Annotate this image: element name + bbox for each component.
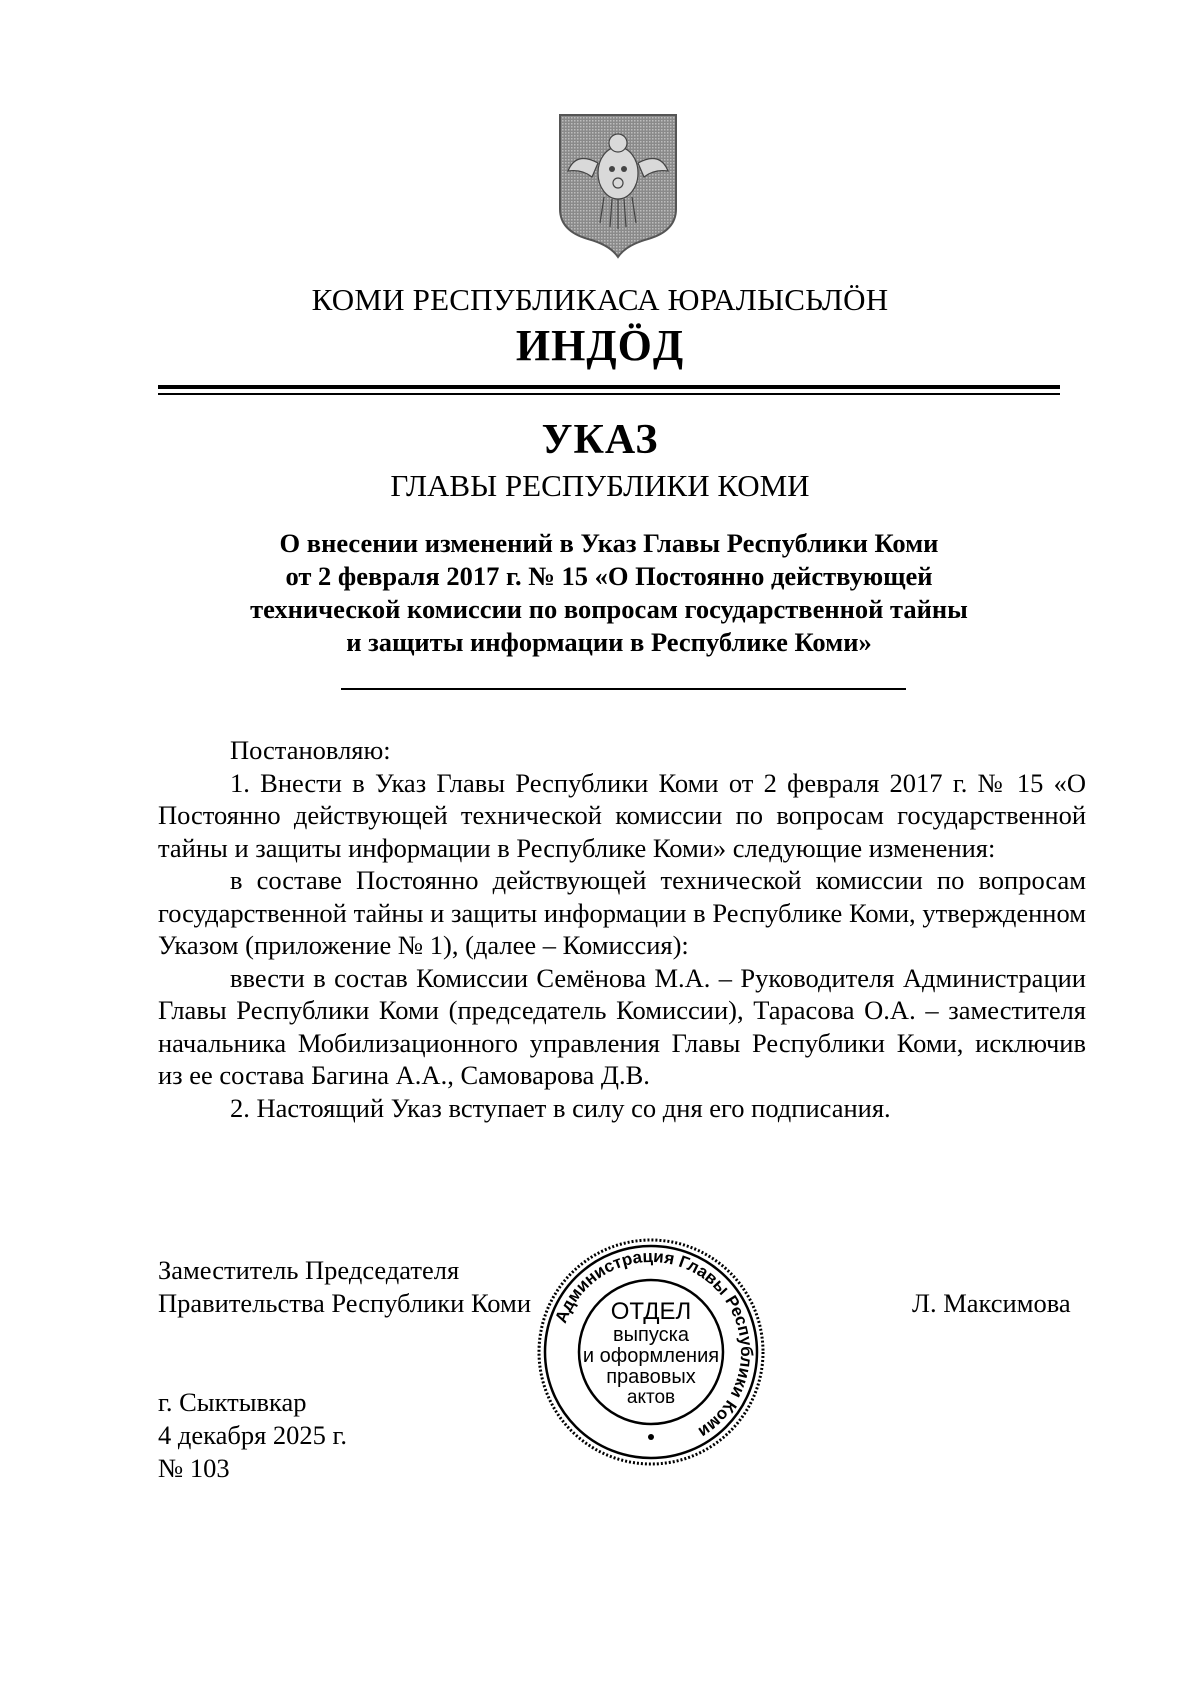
stamp-ring-text: Администрация Главы Республики Коми — [551, 1246, 757, 1442]
signatory-position — [158, 1254, 531, 1320]
komi-header-title: КОМИ РЕСПУБЛИКАСА ЮРАЛЫСЬЛÖН — [311, 282, 889, 317]
document-date: 4 декабря 2025 г. — [158, 1420, 348, 1450]
document-footer — [158, 1386, 347, 1485]
title-underline — [341, 688, 906, 690]
komi-decree-word: ИНДÖД — [515, 321, 685, 370]
decree-type: УКАЗ — [541, 417, 659, 463]
decree-title-line: технической комиссии по вопросам государственной тайны — [250, 594, 968, 624]
stamp-star-icon — [648, 1434, 654, 1440]
signatory-name: Л. Максимова — [912, 1288, 1071, 1318]
stamp-center-line: ОТДЕЛ — [610, 1298, 692, 1325]
body-paragraph: в составе Постоянно действующей технической комиссии по вопросам государственной тайны и защиты информации в Республике Коми, утвержденном Указом (приложение № 1), (далее – Комиссия): — [158, 865, 1086, 960]
header-divider-thick — [158, 385, 1060, 389]
decree-title-line: от 2 февраля 2017 г. № 15 «О Постоянно действующей — [285, 561, 933, 591]
signatory-position-line: Заместитель Председателя — [158, 1255, 460, 1285]
decree-title — [158, 527, 1060, 659]
coat-of-arms-emblem — [556, 111, 680, 259]
document-number: № 103 — [158, 1453, 230, 1483]
body-paragraph: 2. Настоящий Указ вступает в силу со дня его подписания. — [230, 1092, 891, 1123]
stamp-center-line: актов — [626, 1387, 676, 1408]
body-paragraph: ввести в состав Комиссии Семёнова М.А. – Руководителя Администрации Главы Республики Коми (председатель Комиссии), Тарасова О.А. – заместителя начальника Мобилизационного управления Главы Республики Коми, исключив из ее состава Багина А.А., Самоварова Д.В. — [158, 962, 1086, 1090]
decree-title-line: О внесении изменений в Указ Главы Республики Коми — [279, 528, 939, 558]
body-paragraph: Постановляю: — [230, 735, 391, 765]
body-paragraph: 1. Внести в Указ Главы Республики Коми от 2 февраля 2017 г. № 15 «О Постоянно действующей технической комиссии по вопросам государственной тайны и защиты информации в Республике Коми» следующие изменения: — [158, 767, 1086, 863]
decree-issuer: ГЛАВЫ РЕСПУБЛИКИ КОМИ — [390, 468, 810, 503]
stamp-center-line: выпуска — [613, 1324, 689, 1346]
stamp-center-line: правовых — [606, 1366, 696, 1388]
header-divider-thin — [158, 393, 1060, 395]
decree-title-line: и защиты информации в Республике Коми» — [346, 627, 872, 657]
official-stamp — [536, 1237, 766, 1467]
document-city: г. Сыктывкар — [158, 1387, 307, 1417]
signatory-position-line: Правительства Республики Коми — [158, 1288, 532, 1318]
stamp-center-line: и оформления — [582, 1345, 720, 1367]
decree-body — [158, 734, 1086, 1124]
